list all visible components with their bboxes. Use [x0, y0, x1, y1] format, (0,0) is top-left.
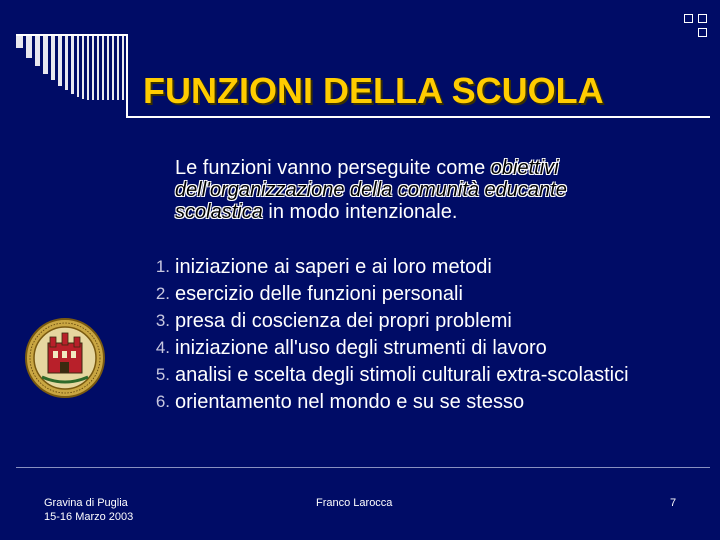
intro-paragraph: [175, 157, 655, 223]
page-number: 7: [670, 497, 677, 509]
decorative-bars: [16, 34, 126, 100]
square-bullet-icon: [698, 14, 707, 23]
slide-title: FUNZIONI DELLA SCUOLA: [143, 70, 604, 111]
top-rule: [16, 34, 126, 36]
intro-emphasis: obiettivi dell'organizzazione della comunità educante scolastica: [175, 157, 567, 223]
school-seal-icon: [24, 317, 106, 399]
list-item-number: 2.: [155, 284, 170, 303]
list-item-number: 4.: [155, 338, 170, 357]
title-underline: [126, 116, 710, 118]
list-item-text: esercizio delle funzioni personali: [175, 283, 463, 305]
square-bullet-icon: [684, 14, 693, 23]
footer-date: 15-16 Marzo 2003: [44, 511, 134, 523]
list-item: [140, 364, 660, 386]
list-item-number: 6.: [155, 392, 170, 411]
list-item-number: 3.: [155, 311, 170, 330]
footer-author: Franco Larocca: [316, 497, 393, 509]
title-left-rule: [126, 34, 128, 118]
list-item-text: analisi e scelta degli stimoli culturali extra-scolastici: [175, 364, 629, 386]
list-item-number: 1.: [155, 257, 170, 276]
list-item-number: 5.: [155, 365, 170, 384]
intro-text-before: Le funzioni vanno perseguite come: [175, 157, 491, 179]
list-item-text: presa di coscienza dei propri problemi: [175, 310, 512, 332]
footer-rule: [16, 467, 710, 468]
list-item: [140, 310, 660, 332]
list-item-text: iniziazione all'uso degli strumenti di lavoro: [175, 337, 547, 359]
list-item: [140, 256, 660, 278]
list-item: [140, 391, 660, 413]
list-item: [140, 337, 660, 359]
intro-text-after: in modo intenzionale.: [262, 201, 458, 223]
list-item-text: iniziazione ai saperi e ai loro metodi: [175, 256, 492, 278]
footer-place: Gravina di Puglia: [44, 497, 128, 509]
square-bullet-icon: [698, 28, 707, 37]
list-item: [140, 283, 660, 305]
list-item-text: orientamento nel mondo e su se stesso: [175, 391, 525, 413]
functions-list: [140, 256, 660, 418]
footer-location: [44, 496, 133, 524]
